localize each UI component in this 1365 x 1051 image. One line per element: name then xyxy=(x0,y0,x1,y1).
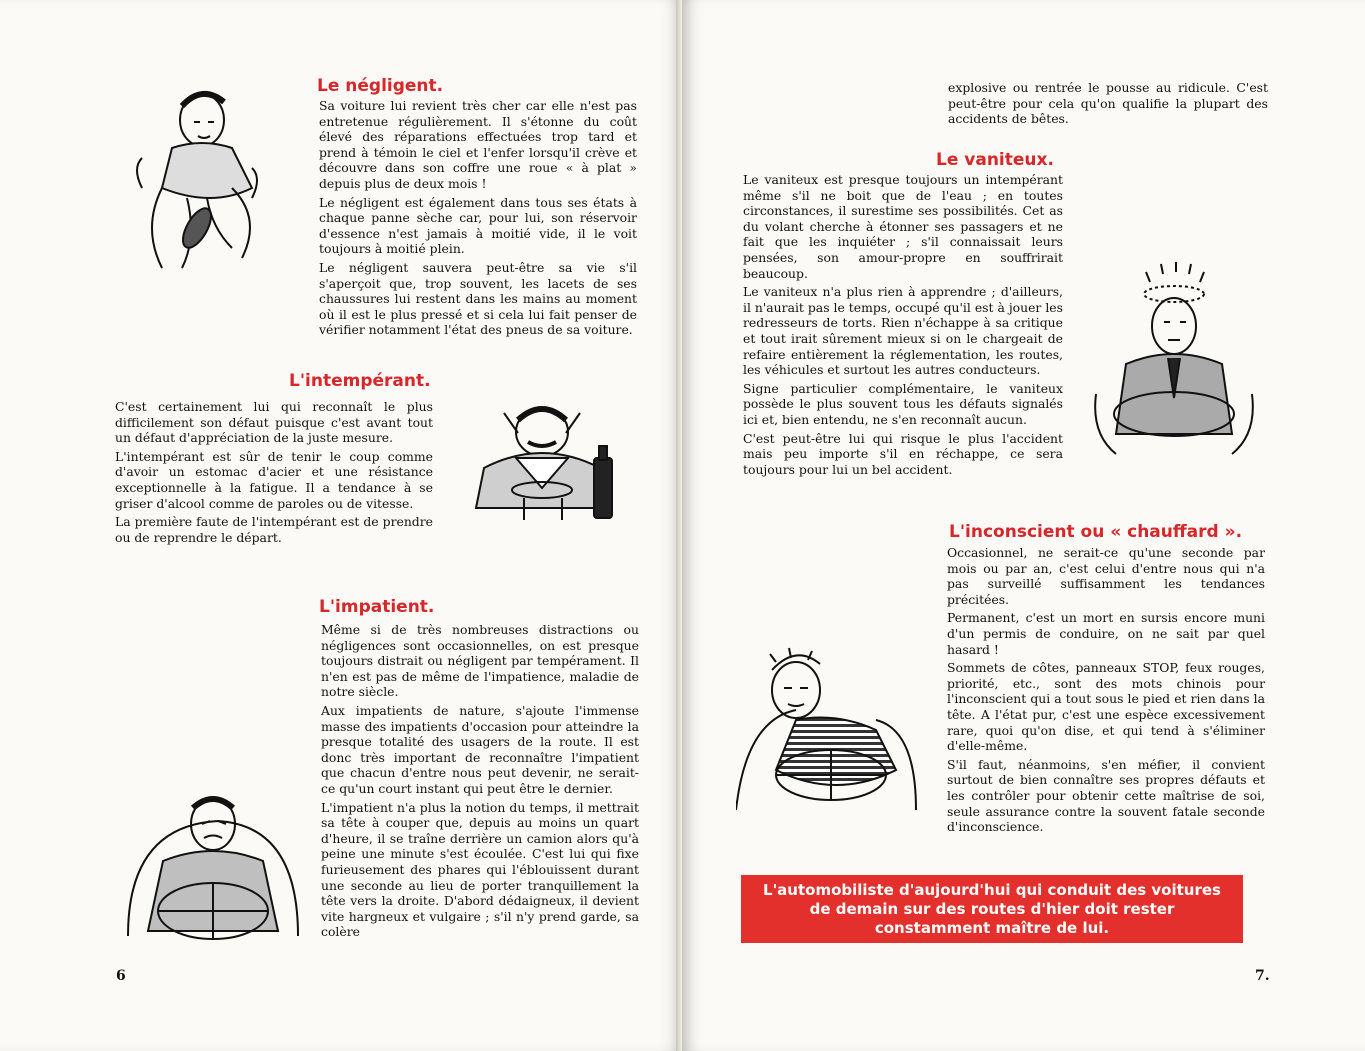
section-body-negligent xyxy=(319,98,637,341)
paragraph: Le négligent est également dans tous ses états à chaque panne sèche car, pour lui, son réservoir d'essence n'est jamais à moitié vide, il le voit toujours à moitié plein. xyxy=(319,194,637,257)
page-number-right: 7. xyxy=(1255,968,1270,984)
paragraph: Sa voiture lui revient très cher car elle n'est pas entretenue régulièrement. Il s'étonne du coût élevé des réparations effectuées trop tard et prend à témoin le ciel et l'enfer lorsqu'il crève et découvre dans son coffre une roue « à plat » depuis plus de deux mois ! xyxy=(319,98,637,191)
paragraph: C'est peut-être lui qui risque le plus l'accident mais peu importe s'il en réchappe, ce sera toujours pour lui un bel accident. xyxy=(743,430,1063,477)
paragraph: La première faute de l'intempérant est de prendre ou de reprendre le départ. xyxy=(115,514,433,545)
vaniteux-illustration xyxy=(1086,254,1266,464)
page-number-left: 6 xyxy=(116,968,126,984)
inconscient-illustration xyxy=(736,640,926,815)
negligent-illustration xyxy=(112,78,272,278)
conclusion-banner: L'automobiliste d'aujourd'hui qui conduit des voitures de demain sur des routes d'hier doit rester constamment maître de lui. xyxy=(741,875,1243,943)
section-body-impatient xyxy=(321,622,639,943)
continuation-text xyxy=(948,80,1268,130)
section-body-vaniteux xyxy=(743,172,1063,480)
inconscient-caricature-icon xyxy=(736,640,926,815)
right-page xyxy=(682,0,1365,1051)
paragraph: Occasionnel, ne serait-ce qu'une seconde par mois ou par an, c'est celui d'entre nous qui n'a pas surveillé suffisamment les tendances précitées. xyxy=(947,545,1265,607)
negligent-caricature-icon xyxy=(112,78,272,278)
section-title-impatient: L'impatient. xyxy=(319,597,435,617)
paragraph: Même si de très nombreuses distractions ou négligences sont occasionnelles, on est presque toujours distrait ou négligent par tempérament. Il n'en est pas de même de l'impatience, maladie de notre siècle. xyxy=(321,622,639,700)
intemperant-caricature-icon xyxy=(454,398,629,530)
paragraph: Le vaniteux est presque toujours un intempérant même s'il ne boit que de l'eau ; en toutes circonstances, il surestime ses possibilités. Cet as du volant cherche à étonner ses passagers et ne fait que les inquiéter ; s'il connaissait leurs pensées, son amour-propre en souffrirait beaucoup. xyxy=(743,172,1063,281)
paragraph: L'intempérant est sûr de tenir le coup comme d'avoir un estomac d'acier et une résistance exceptionnelle à la fatigue. Il a tendance à se griser d'alcool comme de paroles ou de vitesse. xyxy=(115,448,433,511)
paragraph: C'est certainement lui qui reconnaît le plus difficilement son défaut puisque c'est avant tout un défaut d'appréciation de la juste mesure. xyxy=(115,399,433,446)
section-title-intemperant: L'intempérant. xyxy=(289,371,431,391)
section-body-intemperant xyxy=(115,399,433,548)
section-title-inconscient: L'inconscient ou « chauffard ». xyxy=(949,522,1243,542)
paragraph: S'il faut, néanmoins, s'en méfier, il convient surtout de bien connaître ses propres défauts et les contrôler pour obtenir cette maîtrise de soi, seule assurance contre la souvent fatale seconde d'inconscience. xyxy=(947,756,1265,835)
paragraph: explosive ou rentrée le pousse au ridicule. C'est peut-être pour cela qu'on qualifie la plupart des accidents de bêtes. xyxy=(948,80,1268,127)
paragraph: Le négligent sauvera peut-être sa vie s'il s'aperçoit que, trop souvent, les lacets de ses chaussures lui restent dans les mains au moment où il est le plus pressé et si cela lui fait penser de vérifier notamment l'état des pneus de sa voiture. xyxy=(319,259,637,338)
paragraph: Sommets de côtes, panneaux STOP, feux rouges, priorité, etc., sont des mots chinois pour l'inconscient qui a tout sous le pied et rien dans la tête. A l'état pur, c'est une espèce excessivement rare, quoi qu'on dise, et qui tend à s'éliminer d'elle-même. xyxy=(947,660,1265,754)
paragraph: Permanent, c'est un mort en sursis encore muni d'un permis de conduire, on ne sait par quel hasard ! xyxy=(947,610,1265,657)
impatient-caricature-icon xyxy=(118,786,303,946)
vaniteux-caricature-icon xyxy=(1086,254,1266,464)
impatient-illustration xyxy=(118,786,303,946)
paragraph: Le vaniteux n'a plus rien à apprendre ; d'ailleurs, il n'aurait pas le temps, occupé qu'il est à jouer les redresseurs de torts. Rien n'échappe à sa critique et tout irait sûrement mieux si on le chargeait de refaire entièrement la réglementation, les routes, les véhicules et surtout les autres conducteurs. xyxy=(743,284,1063,378)
section-title-negligent: Le négligent. xyxy=(317,76,444,96)
paragraph: L'impatient n'a plus la notion du temps, il mettrait sa tête à couper que, depuis au moins un quart d'heure, il se traîne derrière un camion alors qu'à peine une minute s'est écoulée. C'est lui qui fixe furieusement des phares qui l'éblouissent durant une seconde au lieu de porter tranquillement la tête vers la droite. D'abord dédaigneux, il devient vite hargneux et vulgaire ; s'il n'y prend garde, sa colère xyxy=(321,799,639,940)
paragraph: Signe particulier complémentaire, le vaniteux possède le plus souvent tous les défauts signalés ici et, bien entendu, ne s'en reconnaît aucun. xyxy=(743,380,1063,427)
left-page xyxy=(0,0,682,1051)
intemperant-illustration xyxy=(454,398,629,530)
section-body-inconscient xyxy=(947,545,1265,838)
paragraph: Aux impatients de nature, s'ajoute l'immense masse des impatients d'occasion pour atteindre la presque totalité des usagers de la route. Il est donc très important de reconnaître l'impatient que chacun d'entre nous peut devenir, ne serait-ce qu'un court instant qui peut être le dernier. xyxy=(321,702,639,796)
section-title-vaniteux: Le vaniteux. xyxy=(936,150,1054,170)
